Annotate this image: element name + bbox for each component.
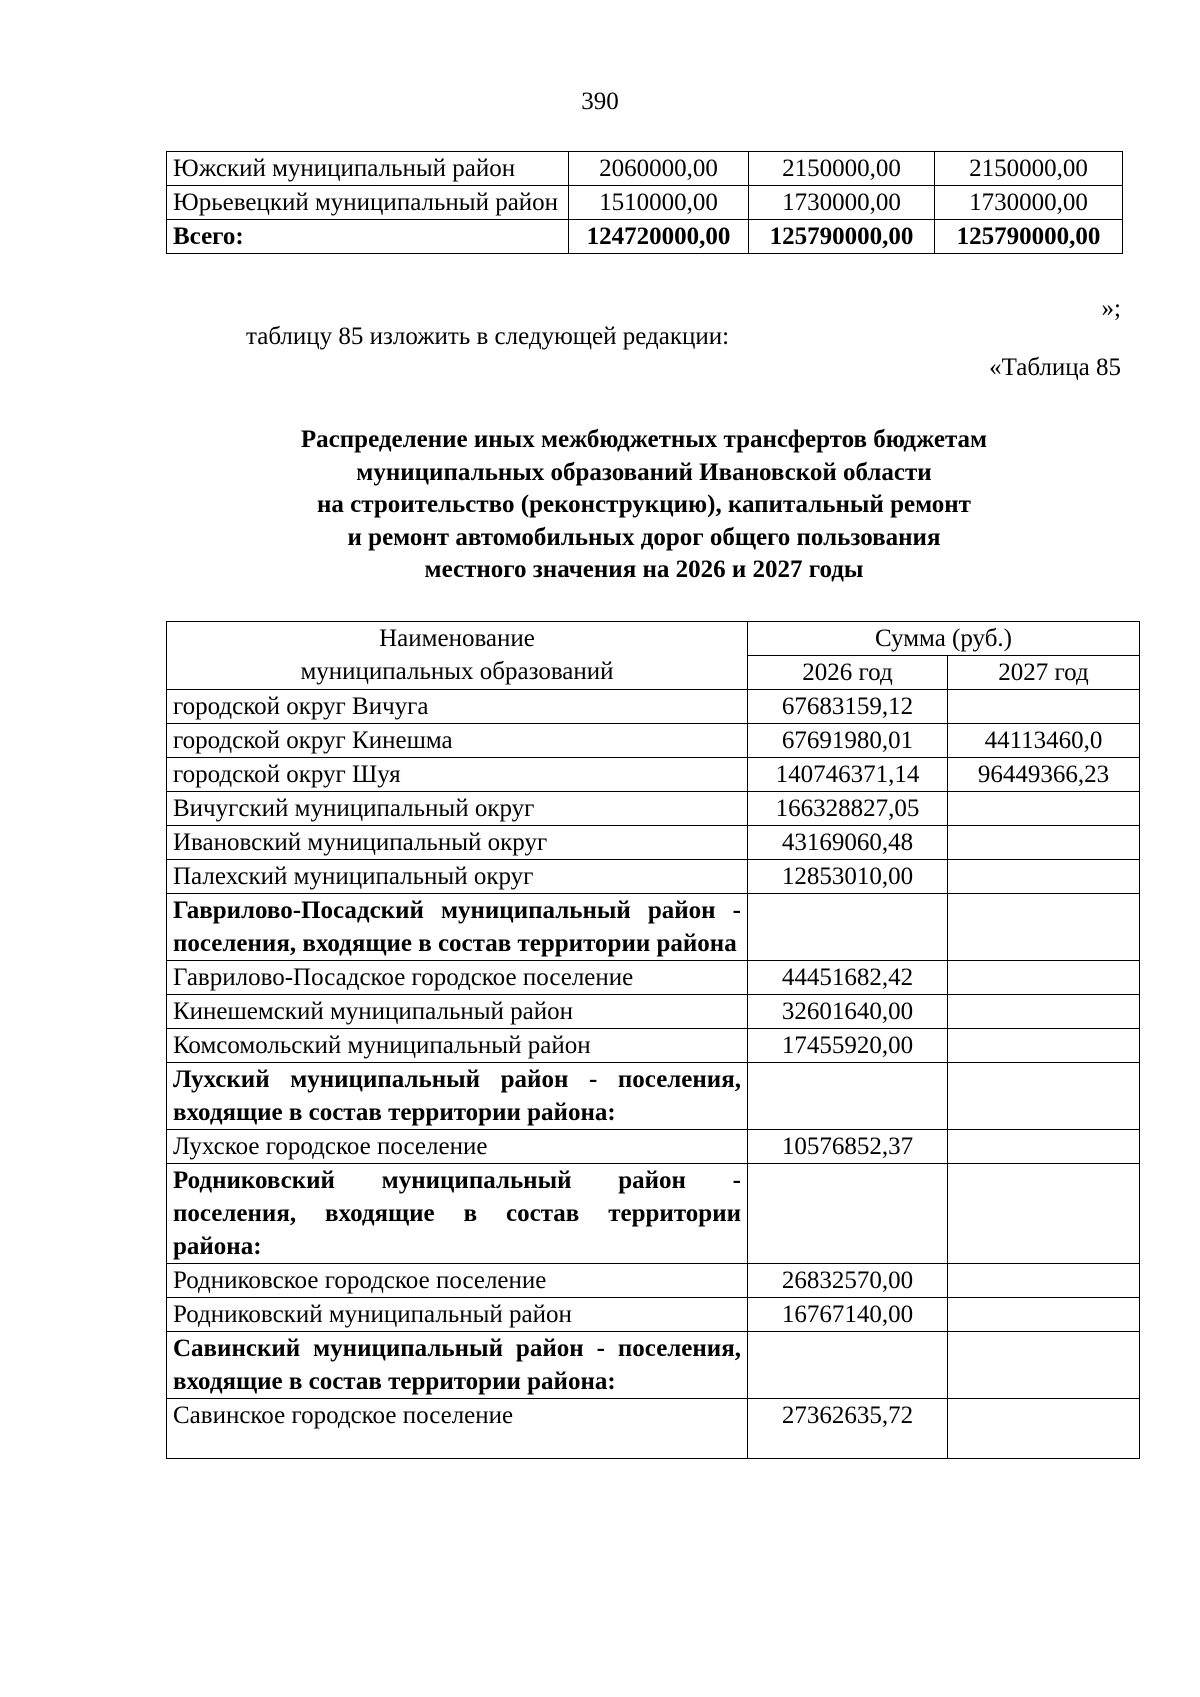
title-line: муниципальных образований Ивановской области (356, 458, 932, 486)
row-value: 1730000,00 (935, 186, 1123, 220)
page-number: 390 (581, 88, 619, 115)
row-name: Родниковское городское поселение (167, 1264, 748, 1298)
row-name: Савинское городское поселение (167, 1399, 748, 1459)
distribution-table (166, 621, 1140, 1459)
header-line: Наименование (379, 625, 535, 652)
table-row (167, 152, 1123, 186)
table-row (167, 1298, 1140, 1332)
value-2027 (948, 961, 1140, 995)
table-row (167, 826, 1140, 860)
value-2026: 67691980,01 (748, 724, 948, 758)
row-value: 2150000,00 (749, 152, 935, 186)
previous-table-continuation (166, 151, 1123, 254)
row-name: Лухское городское поселение (167, 1130, 748, 1164)
table-row (167, 724, 1140, 758)
table-row (167, 860, 1140, 894)
value-2027 (948, 1029, 1140, 1063)
table-row (167, 1130, 1140, 1164)
title-line: на строительство (реконструкцию), капитальный ремонт (317, 491, 971, 518)
total-value: 124720000,00 (569, 220, 749, 254)
value-2026: 12853010,00 (748, 860, 948, 894)
year-2027-header: 2027 год (948, 656, 1140, 690)
title-line: местного значения на 2026 и 2027 годы (424, 556, 864, 583)
row-name: Ивановский муниципальный округ (167, 826, 748, 860)
value-2026: 43169060,48 (748, 826, 948, 860)
row-name: Савинский муниципальный район - поселения, входящие в состав территории района: (167, 1332, 748, 1399)
table-row (167, 961, 1140, 995)
table-row (167, 1264, 1140, 1298)
row-name: Юрьевецкий муниципальный район (167, 186, 569, 220)
row-name: Комсомольский муниципальный район (167, 1029, 748, 1063)
header-line: муниципальных образований (300, 658, 614, 685)
value-2027 (948, 792, 1140, 826)
total-row (167, 220, 1123, 254)
row-name: городской округ Кинешма (167, 724, 748, 758)
total-label: Всего: (167, 220, 569, 254)
value-2027 (948, 995, 1140, 1029)
row-name: Лухский муниципальный район - поселения, входящие в состав территории района: (167, 1063, 748, 1130)
title-line: и ремонт автомобильных дорог общего пользования (347, 523, 941, 551)
value-2026 (748, 894, 948, 961)
row-value: 1510000,00 (569, 186, 749, 220)
sum-column-header: Сумма (руб.) (748, 622, 1140, 656)
value-2027 (948, 1164, 1140, 1264)
instruction-text: таблицу 85 изложить в следующей редакции: (246, 323, 730, 350)
value-2027 (948, 1399, 1140, 1459)
row-name: Кинешемский муниципальный район (167, 995, 748, 1029)
table-body (167, 690, 1140, 1459)
value-2026 (748, 1164, 948, 1264)
row-name: городской округ Вичуга (167, 690, 748, 724)
value-2027: 44113460,0 (948, 724, 1140, 758)
row-name: Гаврилово-Посадский муниципальный район - поселения, входящие в состав территории района (167, 894, 748, 961)
value-2026: 26832570,00 (748, 1264, 948, 1298)
table-label: «Таблица 85 (989, 354, 1121, 381)
row-name: Палехский муниципальный округ (167, 860, 748, 894)
group-header-row (167, 1063, 1140, 1130)
value-2027 (948, 894, 1140, 961)
value-2026 (748, 1332, 948, 1399)
value-2027 (948, 1298, 1140, 1332)
value-2026: 16767140,00 (748, 1298, 948, 1332)
row-name: городской округ Шуя (167, 758, 748, 792)
value-2027 (948, 860, 1140, 894)
row-value: 2150000,00 (935, 152, 1123, 186)
row-name: Родниковский муниципальный район (167, 1298, 748, 1332)
row-value: 2060000,00 (569, 152, 749, 186)
header-row (167, 622, 1140, 656)
total-value: 125790000,00 (935, 220, 1123, 254)
value-2026 (748, 1063, 948, 1130)
row-name: Родниковский муниципальный район - поселения, входящие в состав территории района: (167, 1164, 748, 1264)
table-row (167, 186, 1123, 220)
value-2027 (948, 1264, 1140, 1298)
value-2027 (948, 826, 1140, 860)
closing-quote: »; (1101, 295, 1121, 322)
total-value: 125790000,00 (749, 220, 935, 254)
group-header-row (167, 1164, 1140, 1264)
value-2027 (948, 1063, 1140, 1130)
table-row (167, 758, 1140, 792)
row-name: Вичугский муниципальный округ (167, 792, 748, 826)
table-row (167, 792, 1140, 826)
table-row (167, 995, 1140, 1029)
value-2027 (948, 1130, 1140, 1164)
row-name: Гаврилово-Посадское городское поселение (167, 961, 748, 995)
value-2026: 32601640,00 (748, 995, 948, 1029)
group-header-row (167, 894, 1140, 961)
name-column-header (167, 622, 748, 690)
table-row (167, 690, 1140, 724)
year-2026-header: 2026 год (748, 656, 948, 690)
table-row (167, 1029, 1140, 1063)
value-2027 (948, 1332, 1140, 1399)
group-header-row (167, 1332, 1140, 1399)
value-2026: 67683159,12 (748, 690, 948, 724)
row-value: 1730000,00 (749, 186, 935, 220)
table-row (167, 1399, 1140, 1459)
row-name: Южский муниципальный район (167, 152, 569, 186)
title-line: Распределение иных межбюджетных трансфертов бюджетам (300, 426, 988, 453)
value-2026: 27362635,72 (748, 1399, 948, 1459)
value-2026: 166328827,05 (748, 792, 948, 826)
table-title (166, 424, 1122, 587)
value-2026: 140746371,14 (748, 758, 948, 792)
value-2027: 96449366,23 (948, 758, 1140, 792)
value-2026: 10576852,37 (748, 1130, 948, 1164)
value-2027 (948, 690, 1140, 724)
value-2026: 44451682,42 (748, 961, 948, 995)
value-2026: 17455920,00 (748, 1029, 948, 1063)
